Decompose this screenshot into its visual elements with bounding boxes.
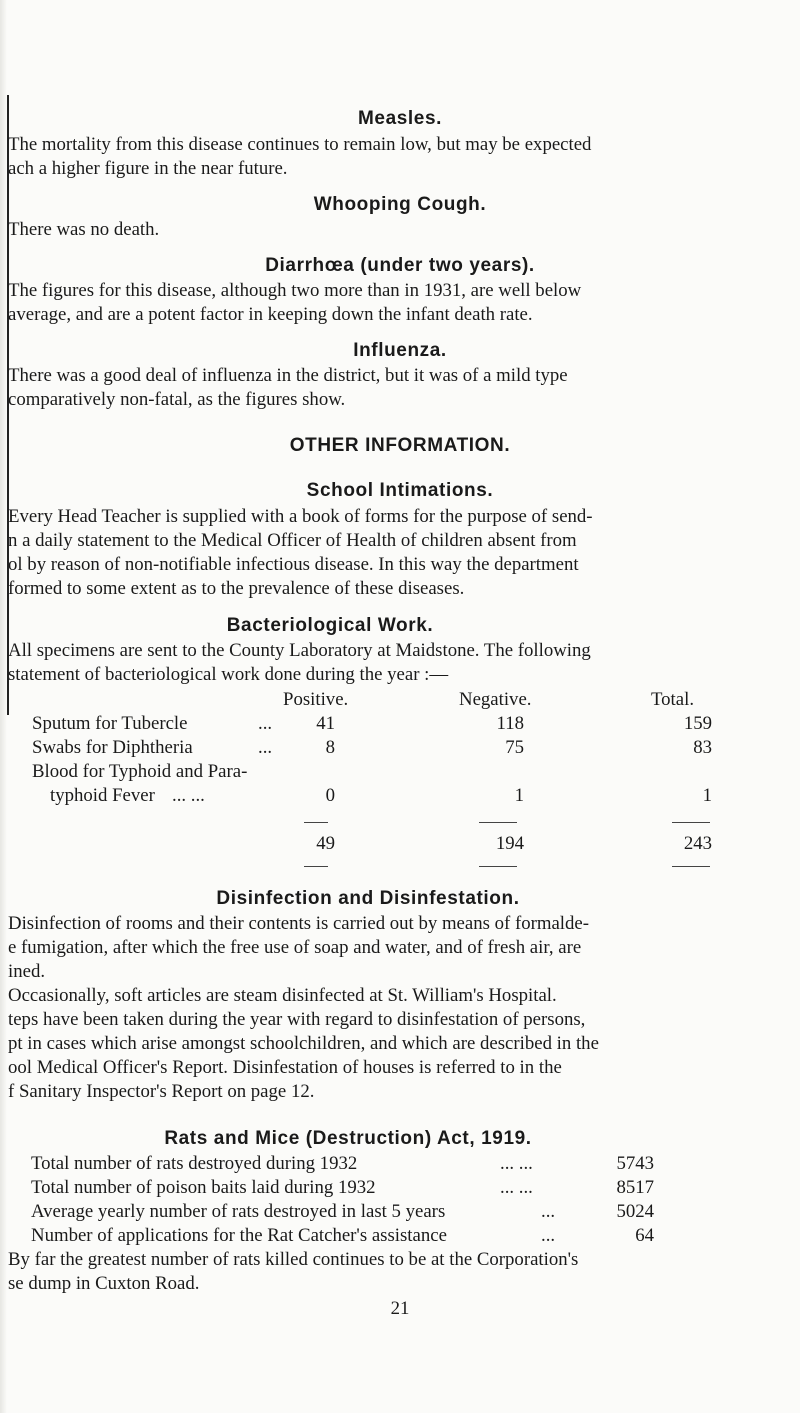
item-label: Total number of poison baits laid during 1932: [31, 1177, 376, 1198]
item-value: 8517: [616, 1177, 654, 1198]
rule-above-total: [672, 822, 710, 823]
total-negative: 194: [495, 833, 524, 854]
item-label: Average yearly number of rats destroyed in last 5 years: [31, 1201, 446, 1222]
row-total: 159: [683, 713, 712, 734]
rule-below-total: [479, 866, 517, 867]
influenza-line-1: There was a good deal of influenza in the district, but it was of a mild type: [8, 365, 568, 386]
disinfection-line-8: f Sanitary Inspector's Report on page 12.: [8, 1081, 315, 1102]
row-label: Blood for Typhoid and Para-: [32, 761, 248, 782]
heading-diarrhoea: Diarrhœa (under two years).: [265, 255, 535, 276]
item-leader: ... ...: [500, 1177, 533, 1198]
influenza-line-2: comparatively non-fatal, as the figures show.: [8, 389, 346, 410]
item-leader: ... ...: [500, 1153, 533, 1174]
heading-bacteriological-work: Bacteriological Work.: [226, 615, 434, 636]
heading-disinfection: Disinfection and Disinfestation.: [216, 888, 520, 909]
item-value: 64: [635, 1225, 654, 1246]
row-total: 1: [702, 785, 712, 806]
disinfection-line-3: ined.: [8, 961, 46, 982]
row-label-continued: typhoid Fever: [50, 785, 155, 806]
rule-below-total: [304, 866, 328, 867]
row-positive: 41: [316, 713, 335, 734]
item-label: Total number of rats destroyed during 1932: [31, 1153, 358, 1174]
rats-line-2: se dump in Cuxton Road.: [8, 1273, 200, 1294]
heading-school-intimations: School Intimations.: [306, 480, 494, 501]
school-line-1: Every Head Teacher is supplied with a book of forms for the purpose of send-: [8, 506, 593, 527]
col-header-total: Total.: [651, 689, 695, 710]
bacteriological-line-1: All specimens are sent to the County Laboratory at Maidstone. The following: [8, 640, 591, 661]
heading-influenza: Influenza.: [353, 340, 447, 361]
row-positive: 0: [325, 785, 335, 806]
row-negative: 118: [496, 713, 524, 734]
rule-above-total: [479, 822, 517, 823]
item-leader: ...: [541, 1225, 556, 1246]
page-number: 21: [390, 1298, 410, 1319]
col-header-negative: Negative.: [459, 689, 532, 710]
row-leader: ...: [258, 737, 273, 758]
disinfection-line-7: ool Medical Officer's Report. Disinfestation of houses is referred to in the: [8, 1057, 562, 1078]
whooping-line-1: There was no death.: [8, 219, 160, 240]
row-negative: 75: [505, 737, 524, 758]
heading-other-information: OTHER INFORMATION.: [289, 435, 511, 456]
heading-rats-and-mice: Rats and Mice (Destruction) Act, 1919.: [164, 1128, 532, 1149]
heading-whooping-cough: Whooping Cough.: [313, 194, 487, 215]
disinfection-line-4: Occasionally, soft articles are steam disinfected at St. William's Hospital.: [8, 985, 557, 1006]
rule-above-total: [304, 822, 328, 823]
disinfection-line-2: e fumigation, after which the free use of soap and water, and of fresh air, are: [8, 937, 582, 958]
item-label: Number of applications for the Rat Catcher's assistance: [31, 1225, 447, 1246]
item-value: 5024: [616, 1201, 654, 1222]
disinfection-line-6: pt in cases which arise amongst schoolchildren, and which are described in the: [8, 1033, 599, 1054]
school-line-4: formed to some extent as to the prevalence of these diseases.: [8, 578, 465, 599]
school-line-2: n a daily statement to the Medical Officer of Health of children absent from: [8, 530, 577, 551]
diarrhoea-line-2: average, and are a potent factor in keeping down the infant death rate.: [8, 304, 533, 325]
row-label: Sputum for Tubercle: [32, 713, 188, 734]
col-header-positive: Positive.: [283, 689, 349, 710]
rule-below-total: [672, 866, 710, 867]
total-positive: 49: [316, 833, 335, 854]
measles-line-2: ach a higher figure in the near future.: [8, 158, 288, 179]
row-leader: ... ...: [172, 785, 205, 806]
heading-measles: Measles.: [357, 108, 443, 129]
bacteriological-line-2: statement of bacteriological work done during the year :—: [8, 664, 449, 685]
disinfection-line-1: Disinfection of rooms and their contents is carried out by means of formalde-: [8, 913, 590, 934]
row-positive: 8: [325, 737, 335, 758]
row-leader: ...: [258, 713, 273, 734]
rats-line-1: By far the greatest number of rats killed continues to be at the Corporation's: [8, 1249, 579, 1270]
row-negative: 1: [514, 785, 524, 806]
total-total: 243: [683, 833, 712, 854]
school-line-3: ol by reason of non-notifiable infectious disease. In this way the department: [8, 554, 579, 575]
measles-line-1: The mortality from this disease continues to remain low, but may be expected: [8, 134, 592, 155]
disinfection-line-5: teps have been taken during the year with regard to disinfestation of persons,: [8, 1009, 586, 1030]
item-leader: ...: [541, 1201, 556, 1222]
row-total: 83: [693, 737, 712, 758]
row-label: Swabs for Diphtheria: [32, 737, 193, 758]
item-value: 5743: [616, 1153, 654, 1174]
diarrhoea-line-1: The figures for this disease, although two more than in 1931, are well below: [8, 280, 582, 301]
